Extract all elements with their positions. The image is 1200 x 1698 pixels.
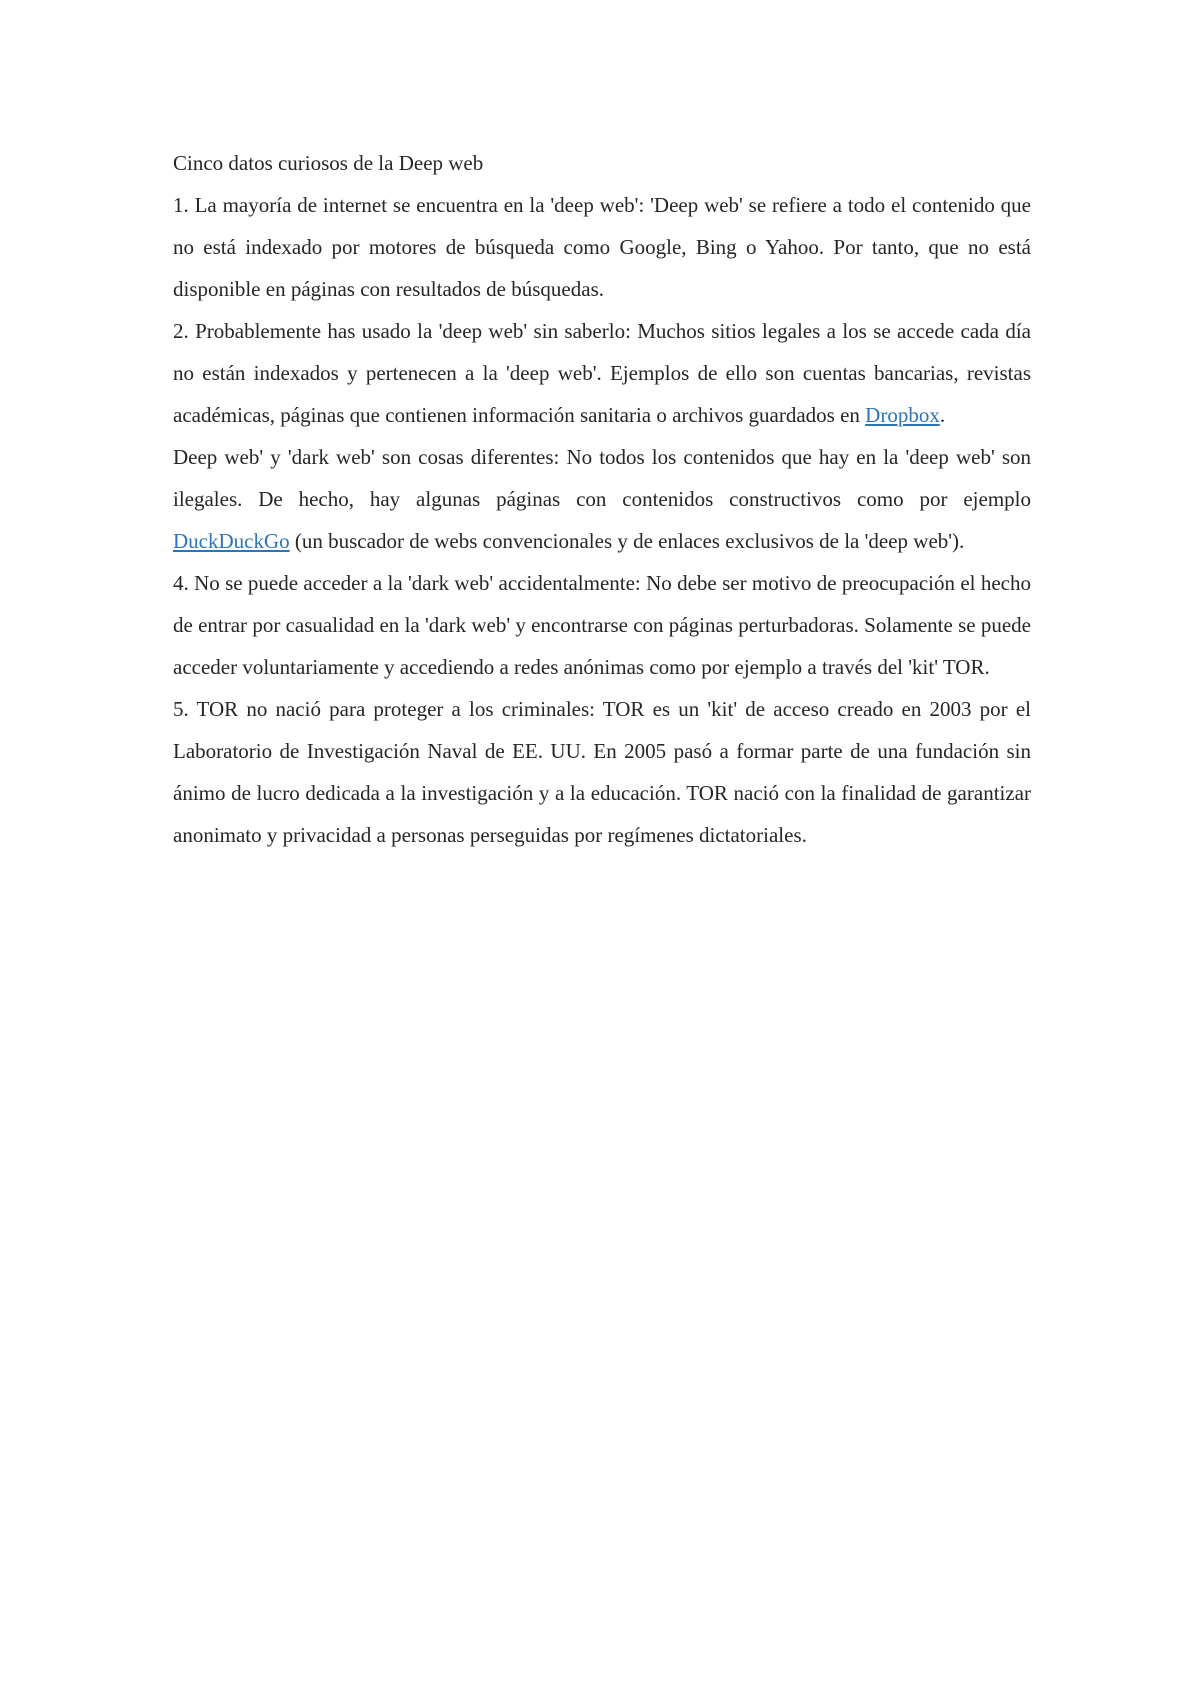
paragraph-2	[173, 310, 1031, 436]
paragraph-3-text: Deep web' y 'dark web' son cosas diferentes: No todos los contenidos que hay en la 'deep web' son ilegales. De hecho, hay algunas páginas con contenidos constructivos como por ejemplo	[173, 445, 1031, 511]
duckduckgo-link[interactable]: DuckDuckGo	[173, 529, 290, 553]
paragraph-4: 4. No se puede acceder a la 'dark web' accidentalmente: No debe ser motivo de preocupación el hecho de entrar por casualidad en la 'dark web' y encontrarse con páginas perturbadoras. Solamente se puede acceder voluntariamente y accediendo a redes anónimas como por ejemplo a través del 'kit' TOR.	[173, 571, 1031, 679]
document-title: Cinco datos curiosos de la Deep web	[173, 151, 484, 175]
paragraph-5: 5. TOR no nació para proteger a los criminales: TOR es un 'kit' de acceso creado en 2003 por el Laboratorio de Investigación Naval de EE. UU. En 2005 pasó a formar parte de una fundación sin ánimo de lucro dedicada a la investigación y a la educación. TOR nació con la finalidad de garantizar anonimato y privacidad a personas perseguidas por regímenes dictatoriales.	[173, 697, 1031, 847]
paragraph-3-end: (un buscador de webs convencionales y de enlaces exclusivos de la 'deep web').	[289, 529, 965, 553]
document-body	[173, 142, 1031, 856]
paragraph-2-end: .	[939, 403, 946, 427]
paragraph-2-text: 2. Probablemente has usado la 'deep web' sin saberlo: Muchos sitios legales a los se accede cada día no están indexados y pertenecen a la 'deep web'. Ejemplos de ello son cuentas bancarias, revistas académicas, páginas que contienen información sanitaria o archivos guardados en	[173, 319, 1031, 427]
paragraph-1: 1. La mayoría de internet se encuentra en la 'deep web': 'Deep web' se refiere a todo el contenido que no está indexado por motores de búsqueda como Google, Bing o Yahoo. Por tanto, que no está disponible en páginas con resultados de búsquedas.	[173, 193, 1031, 301]
paragraph-3	[173, 436, 1031, 562]
dropbox-link[interactable]: Dropbox	[865, 403, 940, 427]
